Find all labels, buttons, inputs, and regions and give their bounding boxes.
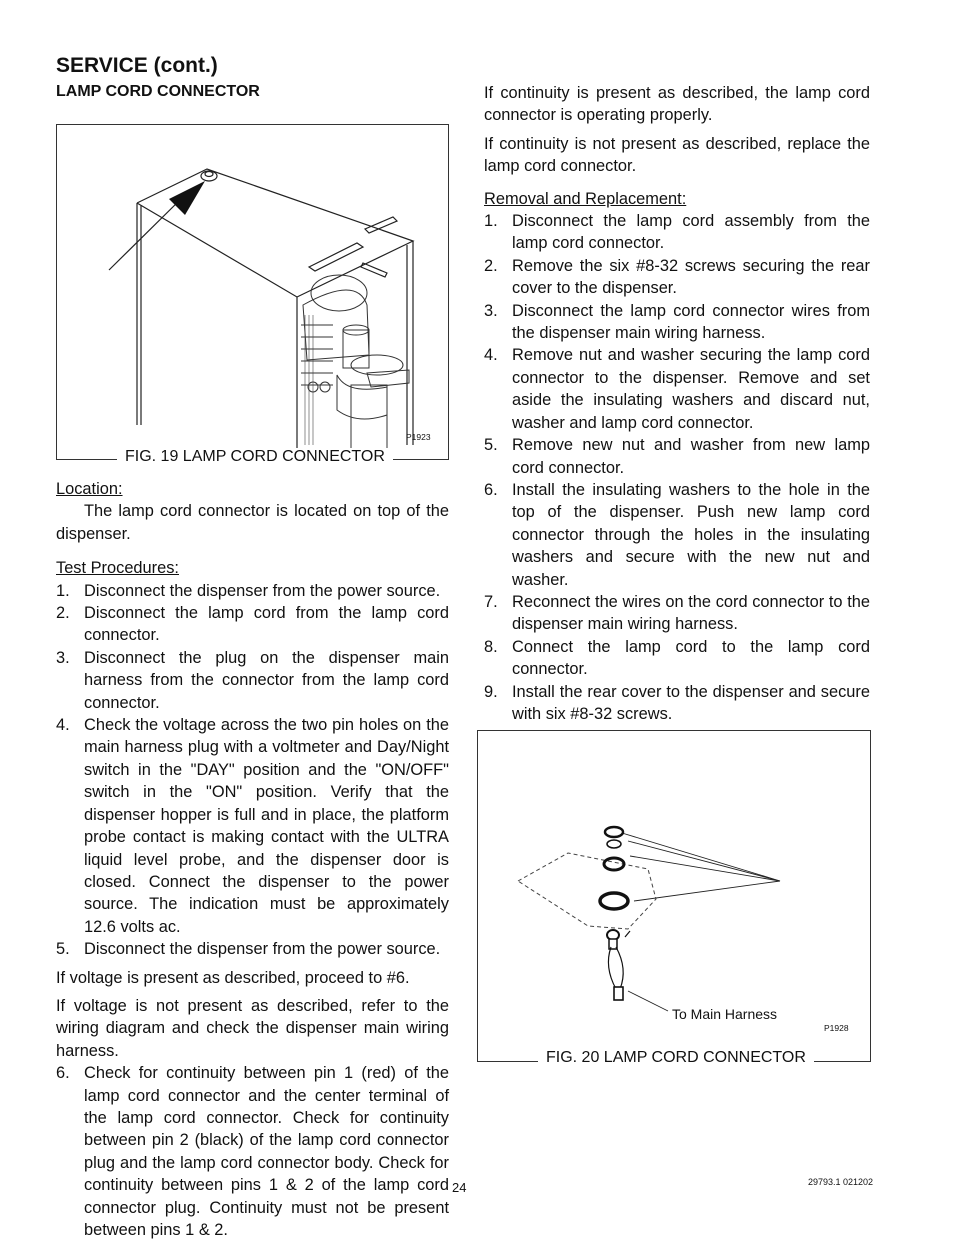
- right-column: [484, 82, 870, 725]
- list-item: 5. Disconnect the dispenser from the power source.: [56, 940, 441, 959]
- figure-caption: FIG. 20 LAMP CORD CONNECTOR: [538, 1049, 814, 1067]
- test-procedures-list-cont: [56, 1062, 449, 1241]
- harness-label: To Main Harness: [672, 1006, 778, 1022]
- list-item: 9. Install the rear cover to the dispenser and secure with six #8-32 screws.: [484, 682, 870, 723]
- list-item: 2. Disconnect the lamp cord from the lamp cord connector.: [56, 604, 449, 645]
- list-item: 3. Disconnect the lamp cord connector wires from the dispenser main wiring harness.: [484, 301, 870, 343]
- section-title: LAMP CORD CONNECTOR: [56, 83, 260, 100]
- figure-code: P1923: [406, 432, 431, 442]
- test-procedures-heading: Test Procedures:: [56, 559, 179, 578]
- left-column: [56, 478, 449, 1241]
- figure-19: [56, 124, 449, 465]
- list-item: 5. Remove new nut and washer from new lamp cord connector.: [484, 436, 870, 477]
- list-item: 6. Install the insulating washers to the hole in the top of the dispenser. Push new lamp cord connector through the holes in the insulating washers and secure with the new nut and washer.: [484, 480, 870, 589]
- removal-list: [484, 210, 870, 725]
- list-item: 1. Disconnect the dispenser from the power source.: [56, 581, 441, 600]
- figure-20: [477, 730, 871, 1066]
- list-item: 6. Check for continuity between pin 1 (red) of the lamp cord connector and the center terminal of the lamp cord connector. Check for continuity between pin 2 (black) of the lamp cord connector plug and the lamp cord connector body. Check for continuity between pins 1 & 2 of the lamp cord connector plug. Continuity must not be present between pins 1 & 2.: [56, 1064, 449, 1239]
- test-procedures-list: [56, 580, 449, 961]
- list-item: 2. Remove the six #8-32 screws securing the rear cover to the dispenser.: [484, 256, 870, 298]
- list-item: 3. Disconnect the plug on the dispenser main harness from the connector from the lamp cord connector.: [56, 648, 449, 712]
- page-number: 24: [452, 1180, 467, 1195]
- removal-heading: Removal and Replacement:: [484, 189, 687, 208]
- list-item: 1. Disconnect the lamp cord assembly from the lamp cord connector.: [484, 212, 870, 253]
- list-item: 8. Connect the lamp cord to the lamp cord connector.: [484, 637, 870, 679]
- location-heading: Location:: [56, 480, 123, 498]
- document-code: 29793.1 021202: [808, 1177, 874, 1187]
- arrow-head: [169, 181, 205, 215]
- figure-caption: FIG. 19 LAMP CORD CONNECTOR: [117, 448, 393, 466]
- page-title: SERVICE (cont.): [56, 54, 218, 77]
- continuity-present-text: If continuity is present as described, the lamp cord connector is operating properly.: [484, 84, 870, 125]
- voltage-present-text: If voltage is present as described, proceed to #6.: [56, 968, 410, 987]
- dispenser-illustration: [57, 125, 448, 459]
- location-text: The lamp cord connector is located on top of the dispenser.: [56, 502, 449, 543]
- voltage-not-present-text: If voltage is not present as described, refer to the wiring diagram and check the dispenser main wiring harness.: [56, 996, 449, 1060]
- figure-code: P1928: [824, 1023, 849, 1033]
- continuity-not-present-text: If continuity is not present as described, replace the lamp cord connector.: [484, 134, 870, 176]
- list-item: 4. Remove nut and washer securing the lamp cord connector to the dispenser. Remove and set aside the insulating washers and discard nut, washer and lamp cord connector.: [484, 346, 870, 432]
- list-item: 7. Reconnect the wires on the cord connector to the dispenser main wiring harness.: [484, 592, 870, 634]
- list-item: 4. Check the voltage across the two pin holes on the main harness plug with a voltmeter and Day/Night switch in the "DAY" position and the "ON/OFF" switch in the "ON" position. Verify that the dispenser hopper is full and in place, the platform probe contact is making contact with the ULTRA liquid level probe, and the dispenser door is closed. Connect the dispenser to the power source. The indication must be approximately 12.6 volts ac.: [56, 716, 449, 936]
